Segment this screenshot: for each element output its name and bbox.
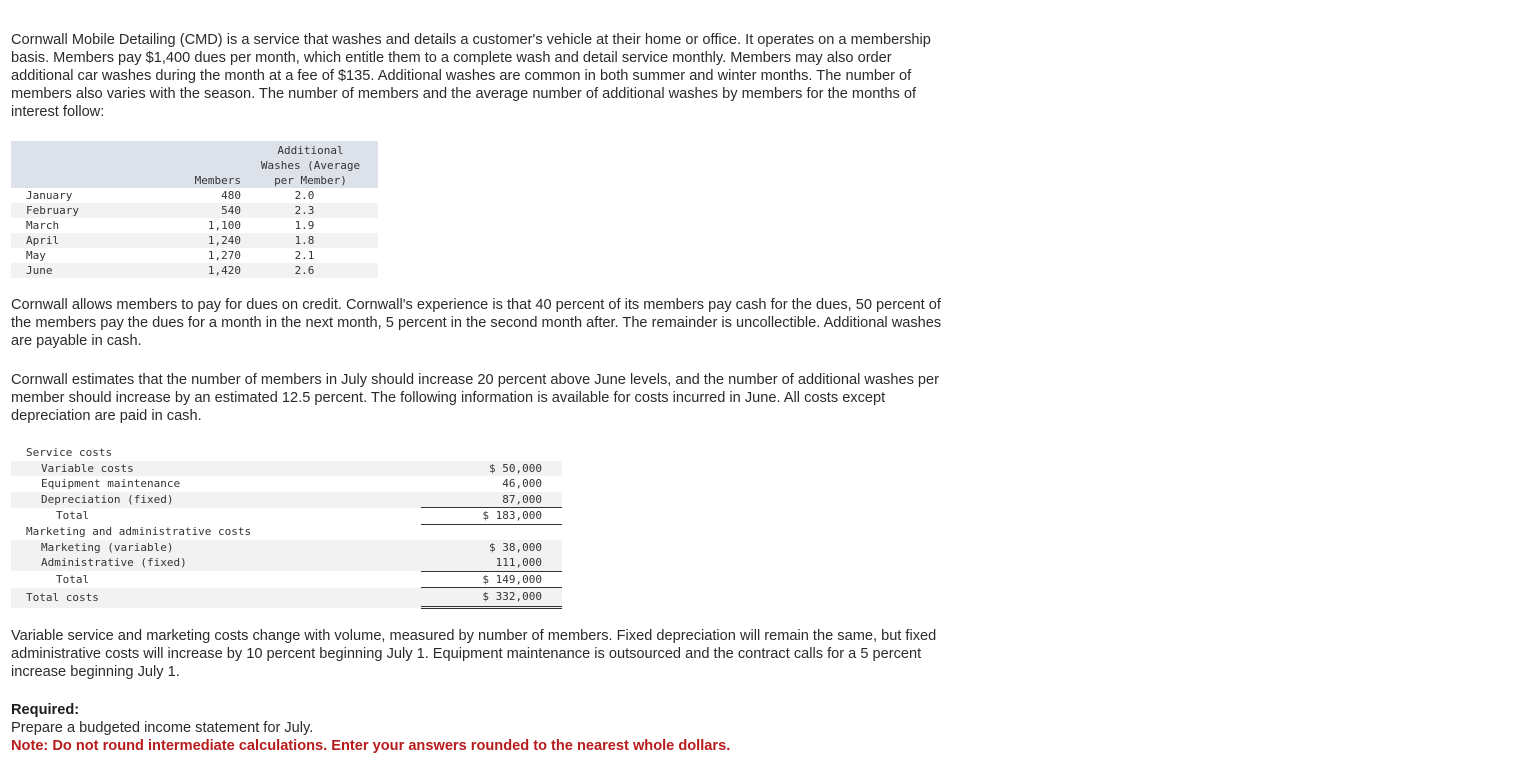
table-row: [11, 540, 562, 556]
cost-table: [11, 445, 562, 609]
members-cell: 540: [169, 203, 243, 218]
members-cell: 1,240: [169, 233, 243, 248]
table-row: [11, 203, 378, 218]
members-cell: 1,420: [169, 263, 243, 278]
marketing-admin-heading: Marketing and administrative costs: [26, 525, 252, 538]
variable-costs-label: Variable costs: [11, 461, 280, 477]
members-table: [11, 141, 378, 278]
estimate-paragraph: Cornwall estimates that the number of members in July should increase 20 percent above June levels, and the number of additional washes per member should increase by an estimated 12.5 percent. The following information is available for costs incurred in June. All costs except depreciation are paid in cash.: [11, 372, 940, 424]
month-cell: March: [26, 219, 60, 232]
depreciation-label: Depreciation (fixed): [11, 492, 280, 508]
washes-cell: 1.9: [294, 219, 315, 232]
credit-paragraph: Cornwall allows members to pay for dues on credit. Cornwall's experience is that 40 percent of its members pay cash for the dues, 50 percent of the members pay the dues for a month in the next month, 5 percent in the second month after. The remainder is uncollectible. Additional washes are payable in cash.: [11, 297, 942, 349]
equipment-maintenance-label: Equipment maintenance: [41, 477, 181, 490]
marketing-total-value: $ 149,000: [421, 571, 562, 588]
members-cell: 480: [221, 189, 241, 202]
required-section: [11, 701, 730, 755]
equipment-maintenance-value: 46,000: [502, 477, 542, 490]
table-row: [11, 461, 562, 477]
table-row: [11, 508, 562, 525]
service-total-value: $ 183,000: [421, 508, 562, 525]
service-total-label: Total: [56, 509, 90, 522]
table-row: [11, 476, 562, 492]
members-cell: 1,270: [207, 249, 241, 262]
month-cell: May: [26, 249, 46, 262]
month-column-header: [11, 141, 169, 188]
month-cell: April: [11, 233, 169, 248]
service-costs-heading: Service costs: [26, 446, 113, 459]
washes-cell: 2.3: [243, 203, 378, 218]
table-row: [11, 248, 378, 263]
administrative-value: 111,000: [421, 555, 562, 571]
table-row: [11, 571, 562, 588]
marketing-total-label: Total: [56, 572, 90, 586]
washes-cell: 1.8: [243, 233, 378, 248]
marketing-value: $ 38,000: [421, 540, 562, 556]
washes-column-header: [243, 141, 378, 188]
variable-costs-value: $ 50,000: [421, 461, 562, 477]
table-row: [11, 445, 562, 461]
total-costs-value: $ 332,000: [421, 588, 562, 608]
table-row: [11, 588, 562, 608]
members-cell: 1,100: [207, 219, 241, 232]
table-row: [11, 555, 562, 571]
table-row: [11, 233, 378, 248]
variable-costs-paragraph: Variable service and marketing costs change with volume, measured by number of members. Fixed depreciation will remain the same, but fixed administrative costs will increase by 10 percent beginning July 1. Equipment maintenance is outsourced and the contract calls for a 5 percent increase beginning July 1.: [11, 628, 937, 680]
rounding-note: Note: Do not round intermediate calculations. Enter your answers rounded to the nearest whole dollars.: [11, 738, 731, 754]
required-task: Prepare a budgeted income statement for July.: [11, 720, 314, 736]
table-row: [11, 188, 378, 203]
washes-cell: 2.0: [294, 189, 315, 202]
required-heading: Required:: [11, 702, 80, 718]
total-costs-label: Total costs: [11, 588, 280, 608]
table-row: [11, 524, 562, 540]
table-row: [11, 263, 378, 278]
washes-cell: 2.6: [243, 263, 378, 278]
intro-paragraph: Cornwall Mobile Detailing (CMD) is a service that washes and details a customer's vehicle at their home or office. It operates on a membership basis. Members pay $1,400 dues per month, which entitle them to a complete wash and detail service monthly. Members may also order additional car washes during the month at a fee of $135. Additional washes are common in both summer and winter months. The number of members also varies with the season. The number of members and the average number of additional washes by members for the months of interest follow:: [11, 32, 931, 120]
administrative-label: Administrative (fixed): [11, 555, 280, 571]
marketing-label: Marketing (variable): [11, 540, 280, 556]
table-row: [11, 218, 378, 233]
depreciation-value: 87,000: [421, 492, 562, 508]
washes-cell: 2.1: [294, 249, 315, 262]
month-cell: February: [11, 203, 169, 218]
month-cell: June: [11, 263, 169, 278]
month-cell: January: [26, 189, 73, 202]
washes-header-text: Additional Washes (Average per Member): [260, 144, 361, 187]
members-column-header: Members: [169, 141, 243, 188]
table-row: [11, 492, 562, 508]
members-table-header: [11, 141, 378, 188]
